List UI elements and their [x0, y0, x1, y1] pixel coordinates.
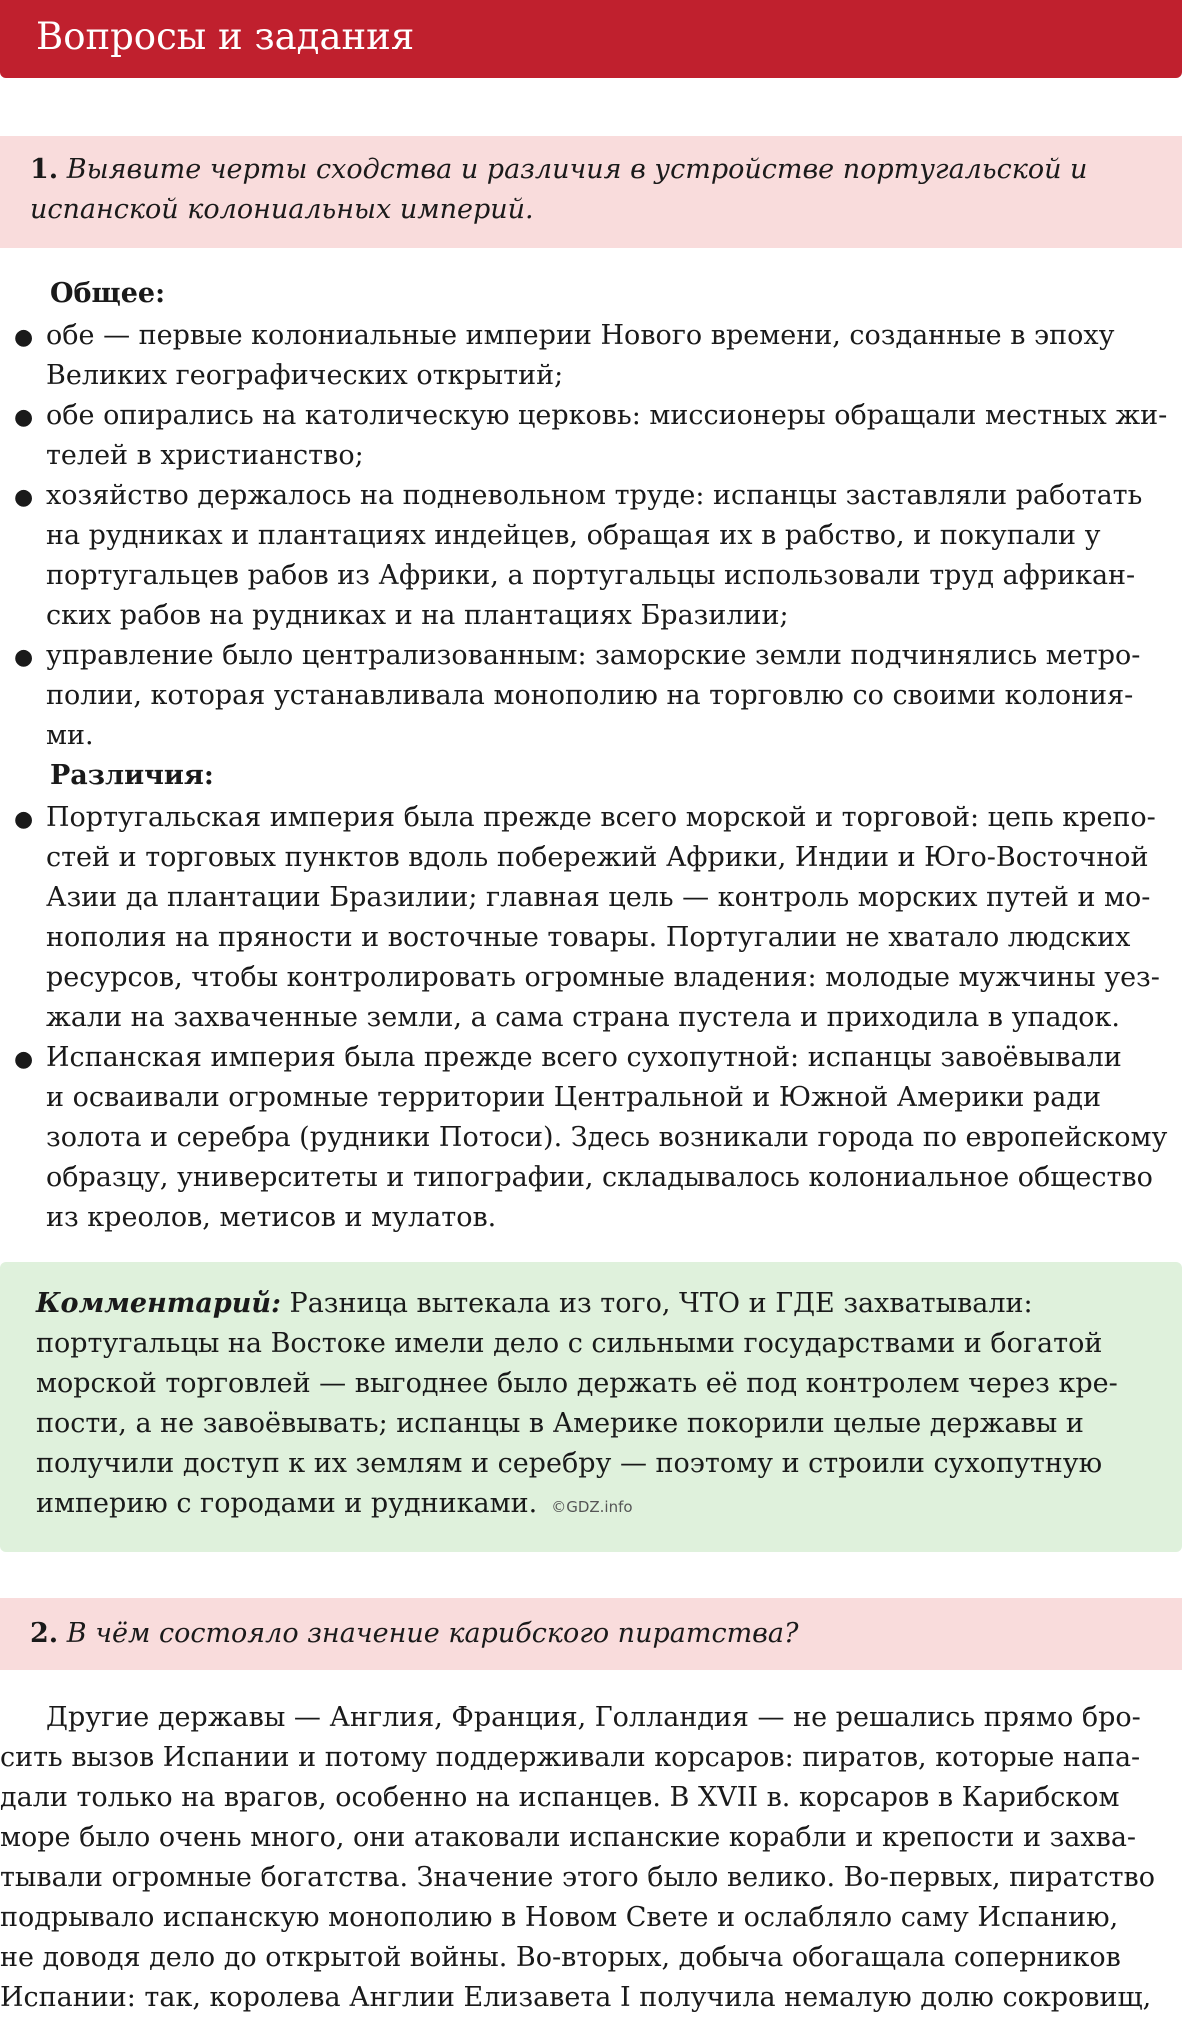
question-2-line — [30, 1614, 1172, 1654]
general-line: ских рабов на рудниках и на плантациях Бразилии; — [46, 600, 789, 631]
question-1-text-1: Выявите черты сходства и различия в устройстве португальской и — [66, 154, 1088, 185]
comment-line: получили доступ к их землям и серебру — поэтому и строили сухопутную — [36, 1448, 1103, 1479]
comment-text-last: империю с городами и рудниками. — [36, 1488, 538, 1519]
answer-2-line: дали только на врагов, особенно на испанцев. В XVII в. корсаров в Карибском — [0, 1782, 1120, 1813]
answer-2-line: тывали огромные богатства. Значение этого было велико. Во-первых, пиратство — [0, 1862, 1155, 1893]
comment-line-1 — [36, 1284, 1033, 1324]
differences-line: золота и серебра (рудники Потоси). Здесь возникали города по европейскому — [46, 1122, 1168, 1153]
bullet-icon: ● — [14, 1047, 34, 1072]
answer-2-line: сить вызов Испании и потому поддерживали корсаров: пиратов, которые напа- — [0, 1742, 1141, 1773]
question-1-line-2 — [30, 190, 1172, 230]
comment-line-last — [36, 1484, 633, 1527]
differences-line: жали на захваченные земли, а сама страна пустела и приходила в упадок. — [46, 1002, 1120, 1033]
general-line: хозяйство держалось на подневольном труде: испанцы заставляли работать — [46, 480, 1143, 511]
general-line: полии, которая устанавливала монополию на торговлю со своими колония- — [46, 680, 1134, 711]
differences-line: Португальская империя была прежде всего морской и торговой: цепь крепо- — [46, 802, 1156, 833]
comment-line: португальцы на Востоке имели дело с сильными государствами и богатой — [36, 1328, 1103, 1359]
bullet-icon: ● — [14, 405, 34, 430]
comment-line: морской торговлей — выгоднее было держать её под контролем через кре- — [36, 1368, 1118, 1399]
general-line: управление было централизованным: заморские земли подчинялись метро- — [46, 640, 1141, 671]
differences-line: Азии да плантации Бразилии; главная цель — контроль морских путей и мо- — [46, 882, 1151, 913]
general-line: на рудниках и плантациях индейцев, обращая их в рабство, и покупали у — [46, 520, 1101, 551]
differences-line: стей и торговых пунктов вдоль побережий Африки, Индии и Юго-Восточной — [46, 842, 1149, 873]
section-title: Вопросы и задания — [36, 15, 415, 58]
bullet-icon: ● — [14, 485, 34, 510]
question-1-number: 1. — [30, 154, 59, 185]
question-1-box — [0, 136, 1182, 248]
general-line: телей в христианство; — [46, 440, 364, 471]
differences-heading: Различия: — [50, 760, 214, 791]
bullet-icon: ● — [14, 645, 34, 670]
section-header — [0, 0, 1182, 78]
differences-line: Испанская империя была прежде всего сухопутной: испанцы завоёвывали — [46, 1042, 1122, 1073]
answer-2-line: Другие державы — Англия, Франция, Голландия — не решались прямо бро- — [46, 1702, 1141, 1733]
question-1-line-1 — [30, 150, 1172, 190]
general-line: обе — первые колониальные империи Нового времени, созданные в эпоху — [46, 320, 1115, 351]
general-line: ми. — [46, 720, 94, 751]
comment-line: пости, а не завоёвывать; испанцы в Америке покорили целые державы и — [36, 1408, 1084, 1439]
differences-line: и осваивали огромные территории Центральной и Южной Америки ради — [46, 1082, 1101, 1113]
bullet-icon: ● — [14, 807, 34, 832]
answer-2-line: Испании: так, королева Англии Елизавета I получила немалую долю сокровищ, — [0, 1982, 1152, 2013]
question-2-text: В чём состояло значение карибского пиратства? — [66, 1618, 799, 1649]
question-2-number: 2. — [30, 1618, 59, 1649]
question-1-text-2: испанской колониальных империй. — [30, 194, 534, 225]
differences-line: нополия на пряности и восточные товары. Португалии не хватало людских — [46, 922, 1131, 953]
answer-2-line: море было очень много, они атаковали испанские корабли и крепости и захва- — [0, 1822, 1137, 1853]
copyright-mark: ©GDZ.info — [551, 1498, 633, 1516]
general-line: обе опирались на католическую церковь: миссионеры обращали местных жи- — [46, 400, 1168, 431]
differences-line: ресурсов, чтобы контролировать огромные владения: молодые мужчины уез- — [46, 962, 1160, 993]
question-2-box — [0, 1598, 1182, 1670]
comment-text-1: Разница вытекала из того, ЧТО и ГДЕ захватывали: — [280, 1288, 1033, 1319]
general-line: португальцев рабов из Африки, а португальцы использовали труд африкан- — [46, 560, 1136, 591]
answer-2-line: подрывало испанскую монополию в Новом Свете и ослабляло саму Испанию, — [0, 1902, 1119, 1933]
general-heading: Общее: — [50, 278, 166, 309]
differences-line: из креолов, метисов и мулатов. — [46, 1202, 497, 1233]
answer-2-line: не доводя дело до открытой войны. Во-вторых, добыча обогащала соперников — [0, 1942, 1121, 1973]
differences-line: образцу, университеты и типографии, складывалось колониальное общество — [46, 1162, 1153, 1193]
bullet-icon: ● — [14, 325, 34, 350]
general-line: Великих географических открытий; — [46, 360, 564, 391]
comment-label: Комментарий: — [36, 1288, 281, 1319]
